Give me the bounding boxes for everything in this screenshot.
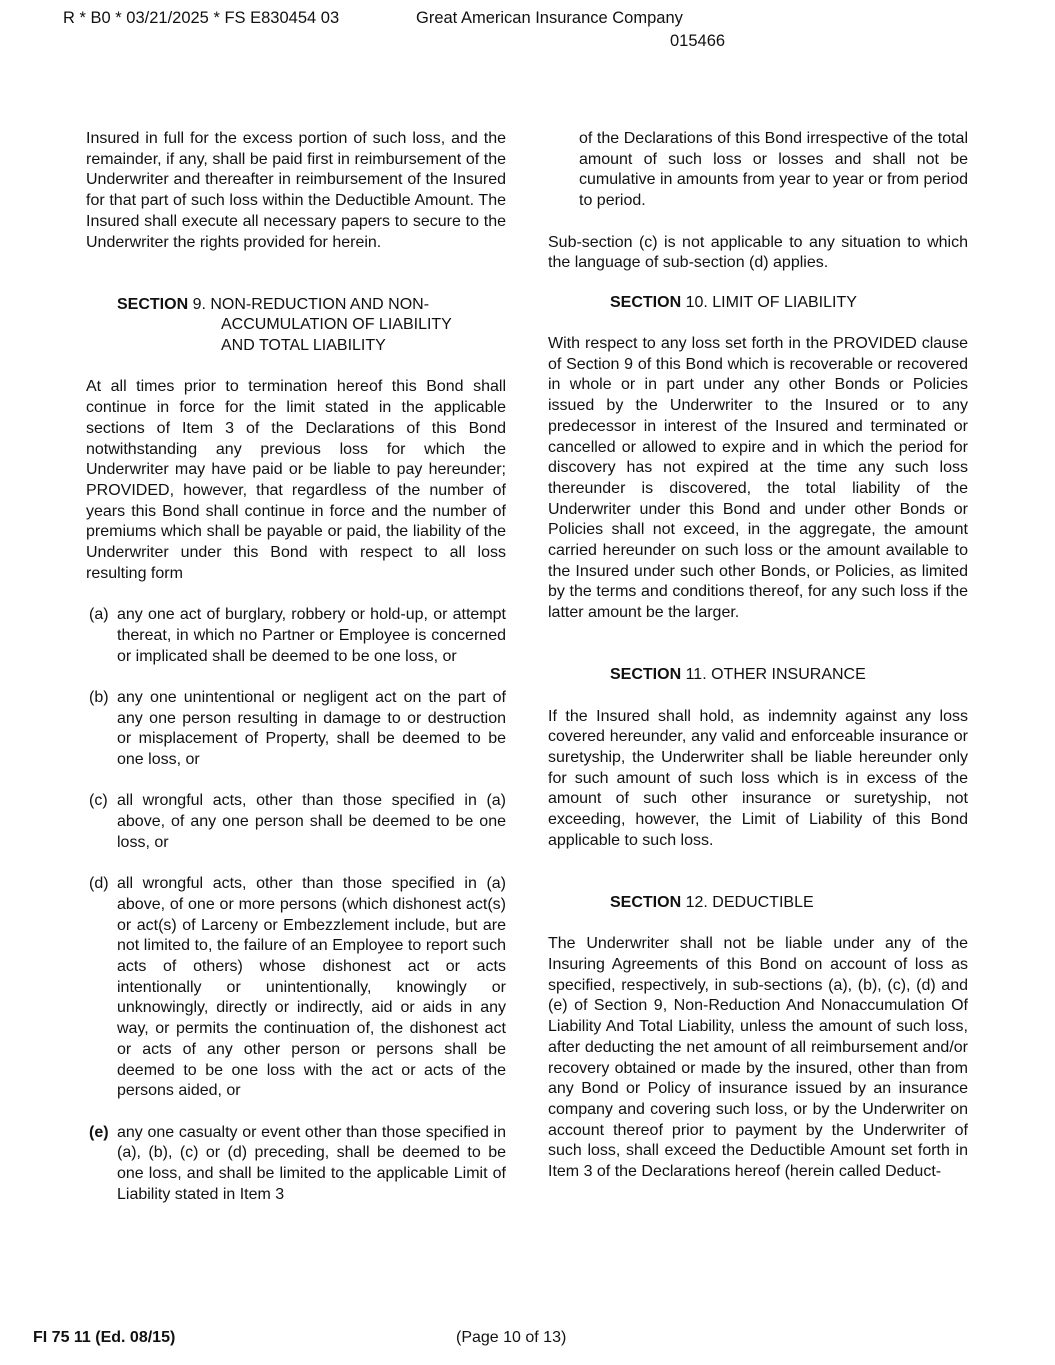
continuation-paragraph: of the Declarations of this Bond irrespective of the total amount of such loss or losses and shall not be cumulative in amounts from year to year or from period to period. bbox=[579, 130, 968, 210]
section-10-body: With respect to any loss set forth in the PROVIDED clause of Section 9 of this Bond which is recoverable or recovered in whole or in part under any other Bonds or Policies issued by the Underwriter to the Insured or to any predecessor in interest of the Insured and terminated or cancelled or allowed to expire and in which the period for discovery has not expired at the time any such loss thereunder is discovered, the total liability of the Underwriter under this Bond and under other Bonds or Policies shall not exceed, in the aggregate, the amount carried hereunder on such loss or the amount available to the Insured under such other Bonds, or Policies, as limited by the terms and conditions thereof, for any such loss if the latter amount be the larger. bbox=[548, 334, 968, 622]
section-10-title: LIMIT OF LIABILITY bbox=[712, 293, 857, 311]
section-11-label: SECTION bbox=[610, 666, 682, 684]
list-item-text: any one act of burglary, robbery or hold-up, or attempt thereat, in which no Partner or Employee is concerned or implicated shall be deemed to be one loss, or bbox=[117, 606, 506, 665]
left-column bbox=[86, 129, 506, 1205]
list-item-a bbox=[86, 605, 506, 667]
list-item-label: (d) bbox=[89, 875, 109, 893]
section-9-heading bbox=[86, 295, 506, 357]
section-9-body: At all times prior to termination hereof this Bond shall continue in force for the limit stated in the applicable sections of Item 3 of the Declarations of this Bond notwithstanding any previous loss for which the Underwriter may have paid or be liable to pay hereunder; PROVIDED, however, that regardless of the number of years this Bond shall continue in force and the number of premiums which shall be payable or paid, the liability of the Underwriter under this Bond with respect to all loss resulting form bbox=[86, 378, 506, 582]
section-11-heading bbox=[548, 665, 968, 686]
list-item-d bbox=[86, 874, 506, 1102]
list-item-e bbox=[86, 1123, 506, 1206]
subsection-note: Sub-section (c) is not applicable to any situation to which the language of sub-section (d) applies. bbox=[548, 233, 968, 272]
list-item-c bbox=[86, 791, 506, 853]
section-9-title-line2: ACCUMULATION OF LIABILITY bbox=[221, 316, 452, 334]
section-12-label: SECTION bbox=[610, 893, 682, 911]
section-9-title-line3: AND TOTAL LIABILITY bbox=[221, 337, 386, 355]
section-10-heading bbox=[548, 293, 968, 314]
section-10-number: 10. bbox=[685, 293, 708, 311]
section-12-body: The Underwriter shall not be liable under any of the Insuring Agreements of this Bond on account of loss as specified, respectively, in sub-sections (a), (b), (c), (d) and (e) of Section 9, Non-Reduction And Nonaccumulation Of Liability And Total Liability, unless the amount of such loss, after deducting the net amount of all reimbursement and/or recovery obtained or made by the insured, other than from any Bond or Policy of insurance issued by an insurance company and covering such loss, or by the Underwriter on account thereof prior to payment by the Underwriter of such loss, shall exceed the Deductible Amount set forth in Item 3 of the Declarations hereof (herein called Deduct- bbox=[548, 935, 968, 1181]
section-11-body: If the Insured shall hold, as indemnity against any loss covered hereunder, any valid and enforceable insurance or suretyship, the Underwriter shall be liable hereunder only for such amount of such loss which is in excess of the amount of such other insurance or suretyship, not exceeding, however, the Limit of Liability of this Bond applicable to such loss. bbox=[548, 707, 968, 849]
header-company: Great American Insurance Company bbox=[416, 9, 683, 27]
section-9-title-line1: NON-REDUCTION AND NON- bbox=[210, 295, 430, 313]
list-item-label: (a) bbox=[89, 606, 109, 624]
section-10-label: SECTION bbox=[610, 293, 682, 311]
header-number: 015466 bbox=[670, 32, 726, 50]
footer-form-number: FI 75 11 (Ed. 08/15) bbox=[33, 1329, 176, 1346]
list-item-label: (c) bbox=[89, 792, 108, 810]
list-item-text: any one casualty or event other than those specified in (a), (b), (c) or (d) preceding, shall be deemed to be one loss, and shall be limited to the applicable Limit of Liability stated in Item 3 bbox=[117, 1123, 506, 1203]
list-item-text: all wrongful acts, other than those specified in (a) above, of any one person shall be deemed to be one loss, or bbox=[117, 792, 506, 851]
section-12-title: DEDUCTIBLE bbox=[712, 893, 814, 911]
section-12-heading bbox=[548, 893, 968, 914]
section-9-label: SECTION bbox=[117, 295, 189, 313]
list-item-b bbox=[86, 688, 506, 771]
section-12-number: 12. bbox=[685, 893, 708, 911]
list-item-label: (e) bbox=[89, 1123, 109, 1141]
section-9-number: 9. bbox=[192, 295, 206, 313]
right-column bbox=[548, 129, 968, 1183]
intro-paragraph: Insured in full for the excess portion of such loss, and the remainder, if any, shall be paid first in reimbursement of the Underwriter and thereafter in reimbursement of the Insured for that part of such loss within the Deductible Amount. The Insured shall execute all necessary papers to secure to the Underwriter the rights provided for herein. bbox=[86, 130, 506, 251]
section-11-title: OTHER INSURANCE bbox=[711, 666, 866, 684]
footer-page-number: (Page 10 of 13) bbox=[456, 1329, 567, 1346]
section-11-number: 11. bbox=[685, 666, 707, 684]
list-item-text: all wrongful acts, other than those specified in (a) above, of one or more persons (which dishonest act(s) or act(s) of Larceny or Embezzlement include, but are not limited to, the failure of an Employee to report such acts of others) whose dishonest act or acts intentionally or unintentionally, knowingly or unknowingly, directly or indirectly, aid or aids in any way, or permits the continuation of, the dishonest act or acts of any other person or persons shall be deemed to be one loss with the act or acts of the persons aided, or bbox=[117, 875, 506, 1100]
list-item-text: any one unintentional or negligent act on the part of any one person resulting in damage to or destruction or misplacement of Property, shall be deemed to be one loss, or bbox=[117, 688, 506, 769]
list-item-label: (b) bbox=[89, 688, 109, 706]
header-form-id: R * B0 * 03/21/2025 * FS E830454 03 bbox=[63, 9, 340, 27]
